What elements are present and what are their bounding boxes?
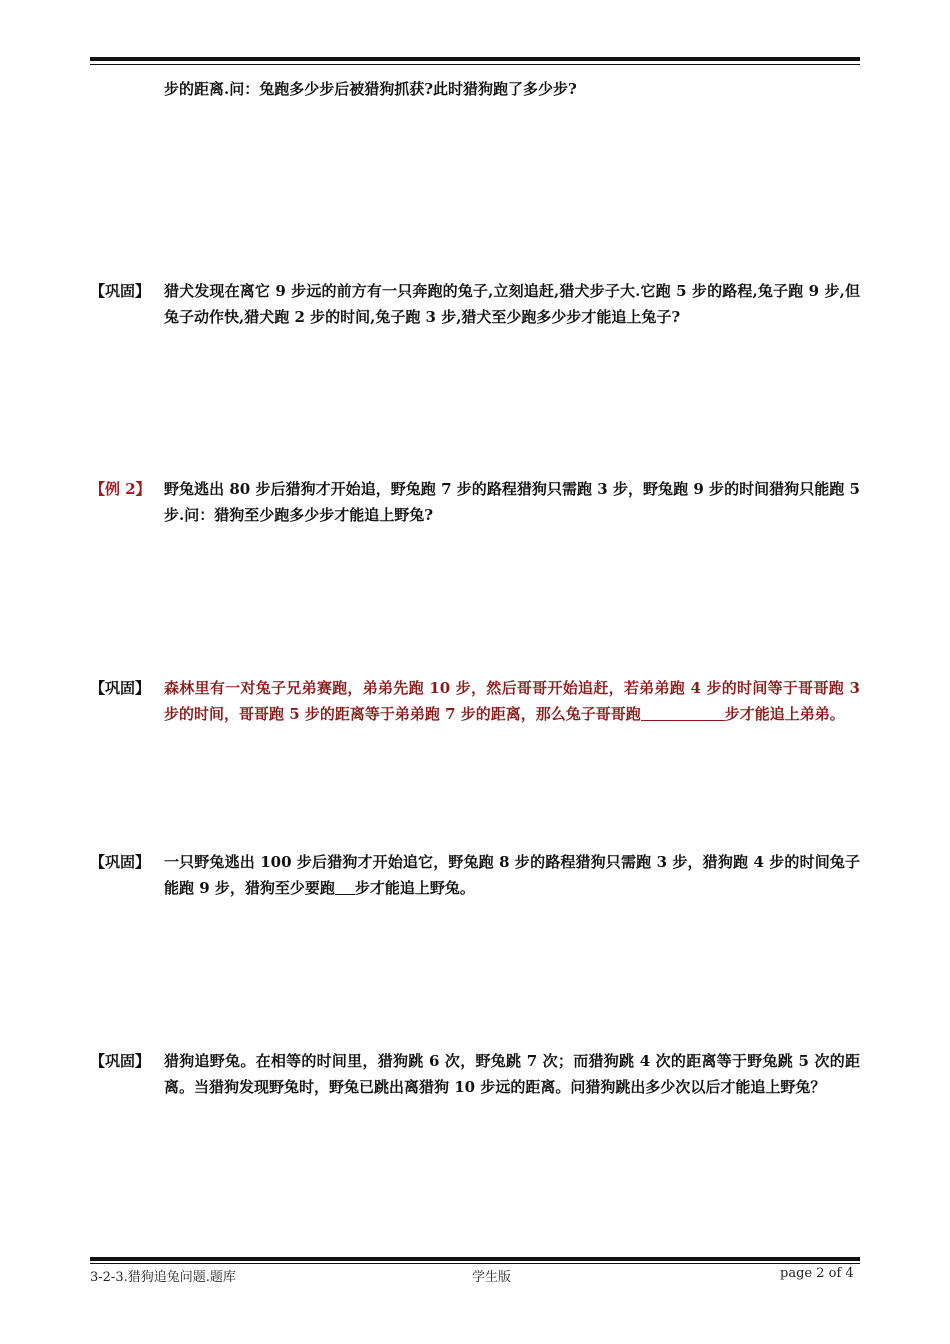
problem-tag: 【巩固】 (90, 1052, 151, 1070)
problem-tag: 【巩固】 (90, 679, 151, 697)
footer-doc-title: 3-2-3.猎狗追兔问题.题库 (90, 1270, 236, 1285)
problem-text (164, 849, 860, 901)
problem-text-before-blank: 森林里有一对兔子兄弟赛跑，弟弟先跑 10 步，然后哥哥开始追赶，若弟弟跑 4 步的时间等于哥哥跑 3 步的时间，哥哥跑 5 步的距离等于弟弟跑 7 步的距离，那么兔子哥哥跑 (164, 679, 860, 723)
problem-text: 猎犬发现在离它 9 步远的前方有一只奔跑的兔子,立刻追赶,猎犬步子大.它跑 5 步的路程,兔子跑 9 步,但兔子动作快,猎犬跑 2 步的时间,兔子跑 3 步,猎犬至少跑多少步才能追上兔子? (164, 282, 860, 326)
answer-blank (335, 876, 355, 895)
footer-page-number: page 2 of 4 (780, 1266, 854, 1281)
problem-consolidate-3 (90, 849, 860, 901)
problem-example-2 (90, 476, 860, 528)
problem-tag: 【巩固】 (90, 282, 151, 300)
problem-consolidate-4 (90, 1048, 860, 1100)
problem-text-before-blank: 一只野兔逃出 100 步后猎狗才开始追它，野兔跑 8 步的路程猎狗只需跑 3 步，猎狗跑 4 步的时间兔子能跑 9 步，猎狗至少要跑 (164, 853, 860, 897)
example-tag: 【例 2】 (90, 480, 151, 498)
continuation-text: 步的距离.问：兔跑多少步后被猎狗抓获?此时猎狗跑了多少步? (164, 80, 577, 98)
answer-blank (641, 702, 725, 721)
problem-consolidate-1 (90, 278, 860, 330)
problem-consolidate-2 (90, 675, 860, 727)
problem-text: 猎狗追野兔。在相等的时间里，猎狗跳 6 次，野兔跳 7 次；而猎狗跳 4 次的距离等于野兔跳 5 次的距离。当猎狗发现野兔时，野兔已跳出离猎狗 10 步远的距离。问猎狗跳出多少次以后才能追上野兔？ (164, 1052, 860, 1096)
continuation-block (90, 76, 860, 102)
problem-text-after-blank: 步才能追上野兔。 (354, 879, 475, 897)
footer-rule (90, 1257, 860, 1264)
problem-text: 野兔逃出 80 步后猎狗才开始追，野兔跑 7 步的路程猎狗只需跑 3 步，野兔跑 9 步的时间猎狗只能跑 5 步.问：猎狗至少跑多少步才能追上野兔? (164, 480, 860, 524)
header-rule (90, 57, 860, 65)
footer-edition: 学生版 (472, 1270, 512, 1285)
problem-text-after-blank: 步才能追上弟弟。 (724, 705, 845, 723)
problem-tag: 【巩固】 (90, 853, 151, 871)
problem-text (164, 675, 860, 727)
